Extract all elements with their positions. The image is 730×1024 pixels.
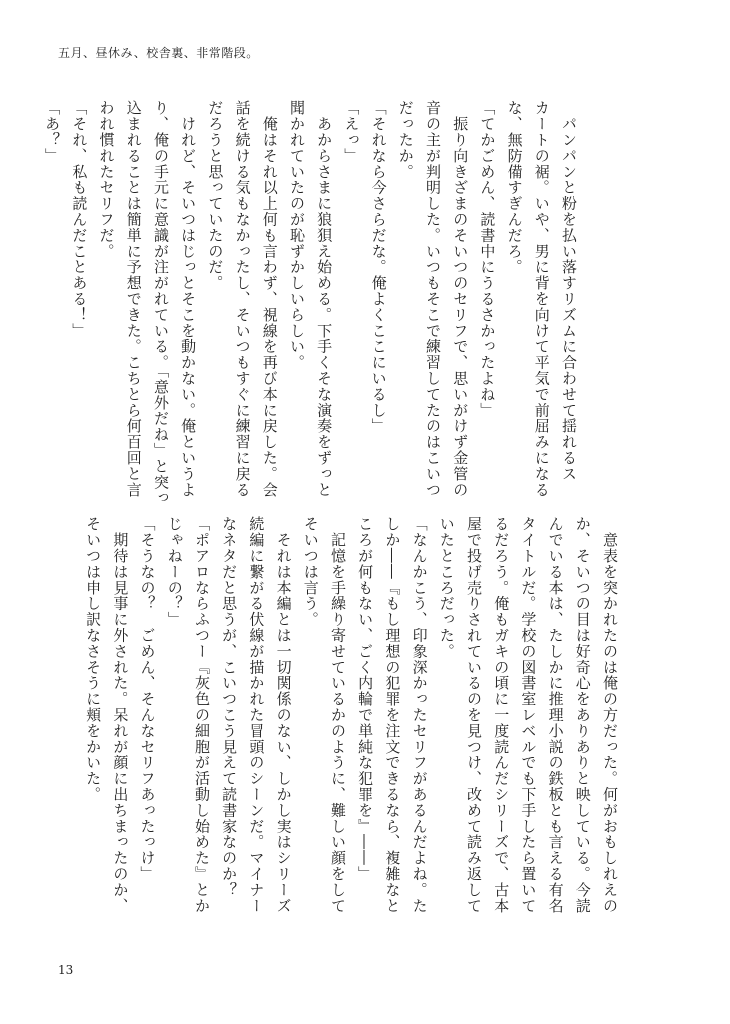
text-line: パンパンと粉を払い落すリズムに合わせて揺れるス bbox=[560, 100, 578, 482]
text-line: なネタだと思うが、こいつこう見えて読書家なのか？ bbox=[220, 516, 239, 898]
text-line: いたところだった。 bbox=[437, 516, 456, 660]
text-line: けれど、そいつはじっとそこを動かない。俺というよ bbox=[179, 100, 198, 498]
text-line: 記憶を手繰り寄せているかのように、難しい顔をして bbox=[328, 516, 347, 914]
text-line: だろうと思っていたのだ。 bbox=[206, 100, 225, 291]
text-line: われ慣れたセリフだ。 bbox=[97, 100, 116, 259]
text-line: か、そいつの目は好奇心をありありと映している。今読 bbox=[573, 516, 592, 914]
text-line: カートの裾。いや、男に背を向けて平気で前屈みになる bbox=[532, 100, 551, 498]
text-line: んでいる本は、たしかに推理小説の鉄板とも言える有名 bbox=[546, 516, 565, 914]
upper-text-block bbox=[43, 100, 582, 506]
text-line: 「あ？」 bbox=[43, 100, 62, 164]
text-line: 振り向きざまのそいつのセリフで、思いがけず金管の bbox=[451, 100, 470, 498]
text-line: 意表を突かれたのは俺の方だった。何がおもしれえの bbox=[601, 516, 619, 914]
text-line: 音の主が判明した。いつもそこで練習してたのはこいつ bbox=[423, 100, 442, 498]
text-line: 俺はそれ以上何も言わず、視線を再び本に戻した。会 bbox=[260, 100, 279, 498]
text-line: 屋で投げ売りされているのを見つけ、改めて読み返して bbox=[464, 516, 483, 914]
text-line: 聞かれていたのが恥ずかしいらしい。 bbox=[287, 100, 306, 371]
text-line: ころが何もない、ごく内輪で単純な犯罪を』――」 bbox=[356, 516, 375, 882]
text-line: り、俺の手元に意識が注がれている。「意外だね」と突っ bbox=[151, 100, 170, 506]
text-line: 「そうなの？ ごめん、そんなセリフあったっけ」 bbox=[138, 516, 157, 882]
text-line: な、無防備すぎんだろ。 bbox=[505, 100, 524, 275]
text-line: 「それ、私も読んだことある！」 bbox=[70, 100, 89, 339]
text-line: 込まれることは簡単に予想できた。こちとら何百回と言 bbox=[124, 100, 143, 498]
text-line: 「なんかこう、印象深かったセリフがあるんだよね。た bbox=[410, 516, 429, 914]
text-line: そいつは言う。 bbox=[301, 516, 320, 628]
text-line: タイトルだ。学校の図書室レベルでも下手したら置いて bbox=[519, 516, 538, 914]
text-line: じゃねーの？」 bbox=[165, 516, 184, 628]
text-line: 「ポアロならふつー『灰色の細胞が活動し始めた』とか bbox=[192, 516, 211, 914]
text-line: 続編に繋がる伏線が描かれた冒頭のシーンだ。マイナー bbox=[247, 516, 266, 914]
lower-text-block bbox=[84, 516, 623, 924]
text-line: 「それなら今さらだな。俺よくここにいるし」 bbox=[369, 100, 388, 434]
text-line: あからさまに狼狽え始める。下手くそな演奏をずっと bbox=[315, 100, 334, 498]
text-line: だったか。 bbox=[396, 100, 415, 180]
text-line: 期待は見事に外された。呆れが顔に出ちまったのか、 bbox=[111, 516, 130, 914]
text-line: それは本編とは一切関係のない、しかし実はシリーズ bbox=[274, 516, 293, 914]
running-head: 五月、昼休み、校舎裏、非常階段。 bbox=[58, 46, 259, 60]
text-line: しか――『もし理想の犯罪を注文できるなら、複雑なと bbox=[383, 516, 402, 914]
page-number: 13 bbox=[58, 963, 74, 977]
text-line: 「えっ」 bbox=[342, 100, 361, 164]
text-line: 「てかごめん、読書中にうるさかったよね」 bbox=[478, 100, 497, 418]
text-line: 話を続ける気もなかったし、そいつもすぐに練習に戻る bbox=[233, 100, 252, 498]
text-line: そいつは申し訳なさそうに頬をかいた。 bbox=[84, 516, 103, 803]
text-line: るだろう。俺もガキの頃に一度読んだシリーズで、古本 bbox=[492, 516, 511, 914]
